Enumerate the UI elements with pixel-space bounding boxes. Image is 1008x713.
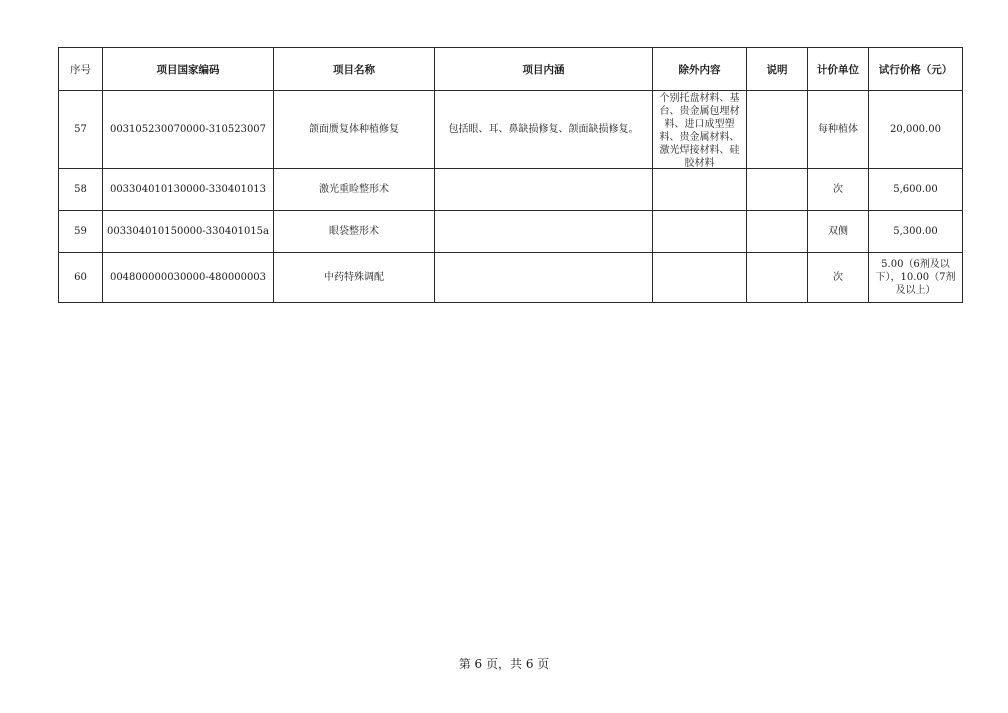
header-name: 项目名称 [274, 48, 435, 91]
cell-content [435, 211, 653, 253]
exclusion-text: 个别托盘材料、基台、贵金属包埋材料、进口成型塑料、贵金属材料、激光焊接材料、硅胶材料 [659, 92, 740, 168]
cell-note [747, 91, 808, 169]
cell-unit: 双侧 [808, 211, 869, 253]
header-exclusion: 除外内容 [653, 48, 747, 91]
cell-exclusion [653, 253, 747, 303]
cell-seq: 57 [59, 91, 103, 169]
cell-unit: 每种植体 [808, 91, 869, 169]
price-table [58, 47, 963, 303]
cell-name: 眼袋整形术 [274, 211, 435, 253]
cell-content: 包括眼、耳、鼻缺损修复、颌面缺损修复。 [435, 91, 653, 169]
cell-exclusion [653, 211, 747, 253]
header-code: 项目国家编码 [103, 48, 274, 91]
cell-code: 003304010150000-330401015a [103, 211, 274, 253]
cell-price: 5,600.00 [869, 169, 963, 211]
cell-code: 003105230070000-310523007 [103, 91, 274, 169]
header-note: 说明 [747, 48, 808, 91]
cell-price: 5,300.00 [869, 211, 963, 253]
header-seq: 序号 [59, 48, 103, 91]
cell-seq: 60 [59, 253, 103, 303]
table-row [59, 91, 963, 169]
table-row [59, 211, 963, 253]
cell-price: 5.00（6剂及以下），10.00（7剂及以上） [869, 253, 963, 303]
cell-name: 中药特殊调配 [274, 253, 435, 303]
cell-seq: 58 [59, 169, 103, 211]
header-price: 试行价格（元） [869, 48, 963, 91]
cell-note [747, 211, 808, 253]
header-content: 项目内涵 [435, 48, 653, 91]
page-number-footer: 第 6 页，共 6 页 [458, 657, 550, 671]
cell-exclusion [653, 169, 747, 211]
cell-code: 003304010130000-330401013 [103, 169, 274, 211]
cell-unit: 次 [808, 169, 869, 211]
cell-note [747, 169, 808, 211]
cell-seq: 59 [59, 211, 103, 253]
table-row [59, 253, 963, 303]
cell-price: 20,000.00 [869, 91, 963, 169]
cell-name: 颌面赝复体种植修复 [274, 91, 435, 169]
cell-exclusion [653, 91, 747, 169]
cell-unit: 次 [808, 253, 869, 303]
table-row [59, 169, 963, 211]
cell-content [435, 169, 653, 211]
table-header-row [59, 48, 963, 91]
cell-content [435, 253, 653, 303]
cell-name: 激光重睑整形术 [274, 169, 435, 211]
header-unit: 计价单位 [808, 48, 869, 91]
cell-note [747, 253, 808, 303]
cell-code: 004800000030000-480000003 [103, 253, 274, 303]
